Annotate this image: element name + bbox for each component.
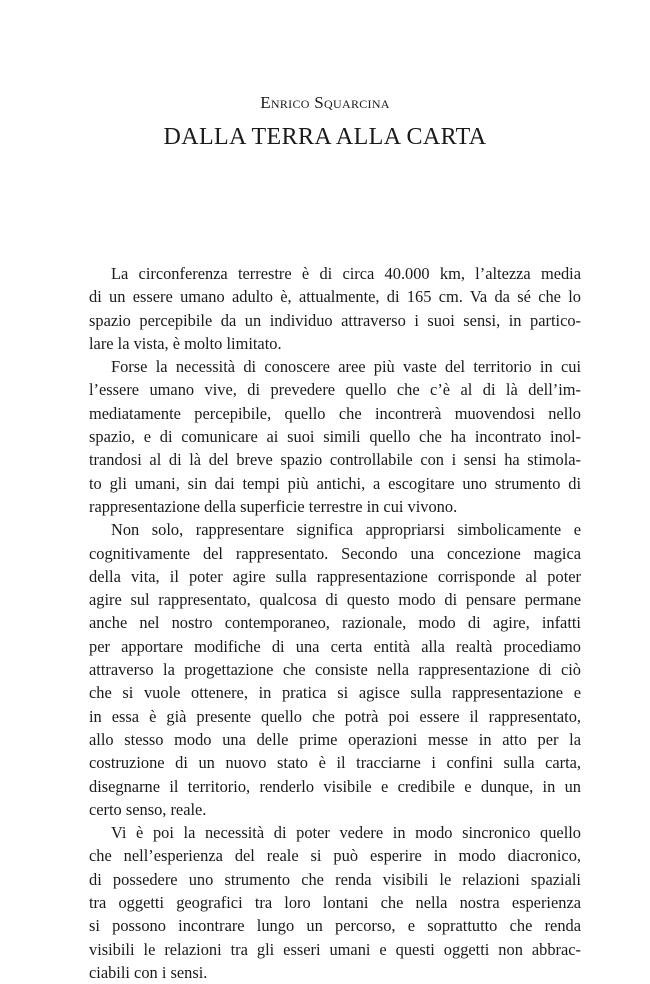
text-line: allo stesso modo una delle prime operazioni messe in atto per la [89, 729, 581, 749]
text-line: Vi è poi la necessità di poter vedere in modo sincronico quello [111, 823, 581, 843]
text-line: costruzione di un nuovo stato è il tracciarne i confini sulla carta, [89, 753, 581, 773]
author-name: Enrico Squarcina [260, 93, 390, 112]
text-line: visibili le relazioni tra gli esseri umani e questi oggetti non abbrac- [89, 939, 581, 959]
text-line: to gli umani, sin dai tempi più antichi, a escogitare uno strumento di [89, 473, 581, 493]
text-line: anche nel nostro contemporaneo, razionale, modo di agire, infatti [89, 613, 581, 633]
text-line: ciabili con i sensi. [89, 962, 208, 982]
text-line: per apportare modifiche di una certa entità alla realtà procediamo [89, 636, 581, 656]
paragraph [89, 355, 581, 518]
text-line: spazio, e di comunicare ai suoi simili quello che ha incontrato inol- [89, 427, 581, 447]
text-line: l’essere umano vive, di prevedere quello che c’è al di là dell’im- [89, 380, 581, 400]
text-line: cognitivamente del rappresentato. Secondo una concezione magica [89, 543, 581, 563]
text-line: lare la vista, è molto limitato. [89, 333, 282, 353]
paragraph [89, 262, 581, 355]
text-line: spazio percepibile da un individuo attraverso i suoi sensi, in partico- [89, 310, 581, 330]
chapter-title: DALLA TERRA ALLA CARTA [163, 124, 487, 150]
text-line: Forse la necessità di conoscere aree più vaste del territorio in cui [111, 357, 581, 377]
text-line: attraverso la progettazione che consiste nella rappresentazione di ciò [89, 660, 581, 680]
text-line: della vita, il poter agire sulla rappresentazione corrisponde al poter [89, 566, 581, 586]
paragraph [89, 821, 581, 984]
text-line: rappresentazione della superficie terrestre in cui vivono. [89, 496, 458, 516]
text-line: trandosi al di là del breve spazio controllabile con i sensi ha stimola- [89, 450, 581, 470]
text-line: disegnarne il territorio, renderlo visibile e credibile e dunque, in un [89, 776, 581, 796]
text-line: si possono incontrare lungo un percorso, e soprattutto che renda [89, 916, 581, 936]
body-text [89, 262, 581, 984]
text-line: di un essere umano adulto è, attualmente, di 165 cm. Va da sé che lo [89, 287, 581, 307]
chapter-header [0, 92, 650, 152]
text-line: mediatamente percepibile, quello che incontrerà muovendosi nello [89, 403, 581, 423]
text-line: in essa è già presente quello che potrà poi essere il rappresentato, [89, 706, 581, 726]
text-line: agire sul rappresentato, qualcosa di questo modo di pensare permane [89, 590, 581, 610]
text-line: che si vuole ottenere, in pratica si agisce sulla rappresentazione e [89, 683, 581, 703]
paragraph [89, 518, 581, 821]
text-line: La circonferenza terrestre è di circa 40.000 km, l’altezza media [111, 264, 581, 283]
text-line: tra oggetti geografici tra loro lontani che nella nostra esperienza [89, 893, 581, 913]
text-line: certo senso, reale. [89, 799, 207, 819]
text-line: che nell’esperienza del reale si può esperire in modo diacronico, [89, 846, 581, 866]
text-line: di possedere uno strumento che renda visibili le relazioni spaziali [89, 869, 581, 889]
text-line: Non solo, rappresentare significa appropriarsi simbolicamente e [111, 520, 581, 540]
